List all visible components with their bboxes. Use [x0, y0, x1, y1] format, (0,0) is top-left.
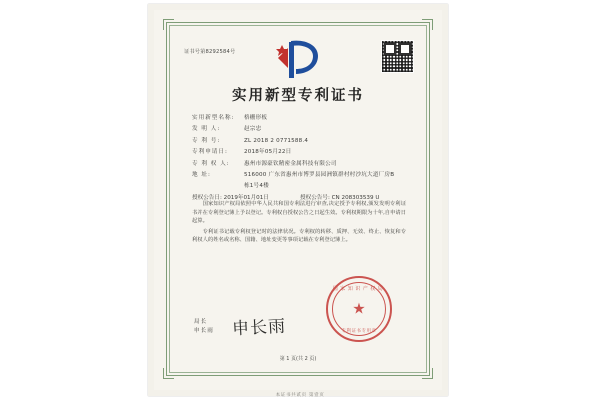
field-row-filing-date: [192, 148, 408, 157]
seal-top-text: 国家知识产权局: [332, 286, 386, 292]
page-number: 第 1 页(共 2 页): [279, 356, 317, 362]
field-value: 2018年05月22日: [244, 149, 292, 156]
grant-number-value: CN 208303539 U: [331, 194, 380, 201]
page-title: 实用新型专利证书: [232, 88, 364, 104]
field-value: 惠州市源豪钦精密金属科技有限公司: [244, 160, 337, 167]
field-label: 地 址:: [192, 171, 211, 178]
certificate-content: [176, 32, 420, 366]
field-label: 实用新型名称:: [192, 115, 235, 121]
field-row-inventor: [192, 125, 408, 134]
director-name: 申长雨: [194, 328, 214, 334]
grant-number-label: 授权公告号:: [300, 194, 330, 201]
field-label: 专利申请日:: [192, 149, 228, 156]
legal-paragraph-1: 国家知识产权局依照中华人民共和国专利法进行审查,决定授予专利权,颁发发明专利证书并在专利登记簿上予以登记。专利权自授权公告之日起生效。专利权期限为十年,自申请日起算。: [192, 201, 406, 225]
star-icon: ★: [352, 299, 366, 318]
field-row-name: [192, 114, 408, 123]
field-value: 格栅形板: [244, 115, 268, 121]
corner-ornament-top-left: [163, 19, 174, 30]
official-seal: [326, 276, 392, 342]
field-label: 专 利 号:: [192, 137, 221, 144]
field-list: [192, 114, 408, 205]
patent-office-emblem-icon: [271, 38, 325, 80]
legal-body-text: [192, 200, 406, 247]
corner-ornament-top-right: [422, 19, 433, 30]
field-row-address: [192, 171, 408, 180]
corner-ornament-bottom-right: [422, 368, 433, 379]
seal-bottom-text: 专利证书专用章: [341, 329, 377, 334]
signature-labels: [194, 318, 214, 336]
certificate-photo: [148, 4, 448, 396]
field-label: 专 利 权 人:: [192, 160, 230, 167]
corner-ornament-bottom-left: [163, 368, 174, 379]
grant-date-label: 授权公告日:: [192, 194, 222, 201]
field-row-patentee: [192, 160, 408, 169]
field-row-patent-no: [192, 137, 408, 146]
address-continuation: 栋1号4楼: [244, 183, 269, 190]
qr-code-icon: [381, 40, 414, 73]
certificate-paper: [154, 10, 442, 390]
director-label: 局长: [194, 319, 208, 325]
field-value: ZL 2018 2 0771588.4: [244, 137, 309, 144]
footer-note: 本证书共贰页 第壹页: [275, 393, 325, 398]
grant-date-value: 2019年01月01日: [223, 194, 269, 201]
handwritten-signature: 申长雨: [231, 316, 287, 340]
legal-paragraph-2: 专利证书记载专利权登记时的法律状况。专利权的转移、质押、无效、终止、恢复和专利权人的姓名或名称、国籍、地址变更等事项记载在专利登记簿上。: [192, 228, 406, 244]
field-value: 赵宗忠: [244, 126, 262, 133]
field-label: 发 明 人:: [192, 126, 221, 133]
field-value: 516000 广东省惠州市博罗县园洲镇群村村沙坑大道厂房B: [244, 171, 395, 178]
certificate-number: 证书号第8292584号: [184, 49, 236, 55]
